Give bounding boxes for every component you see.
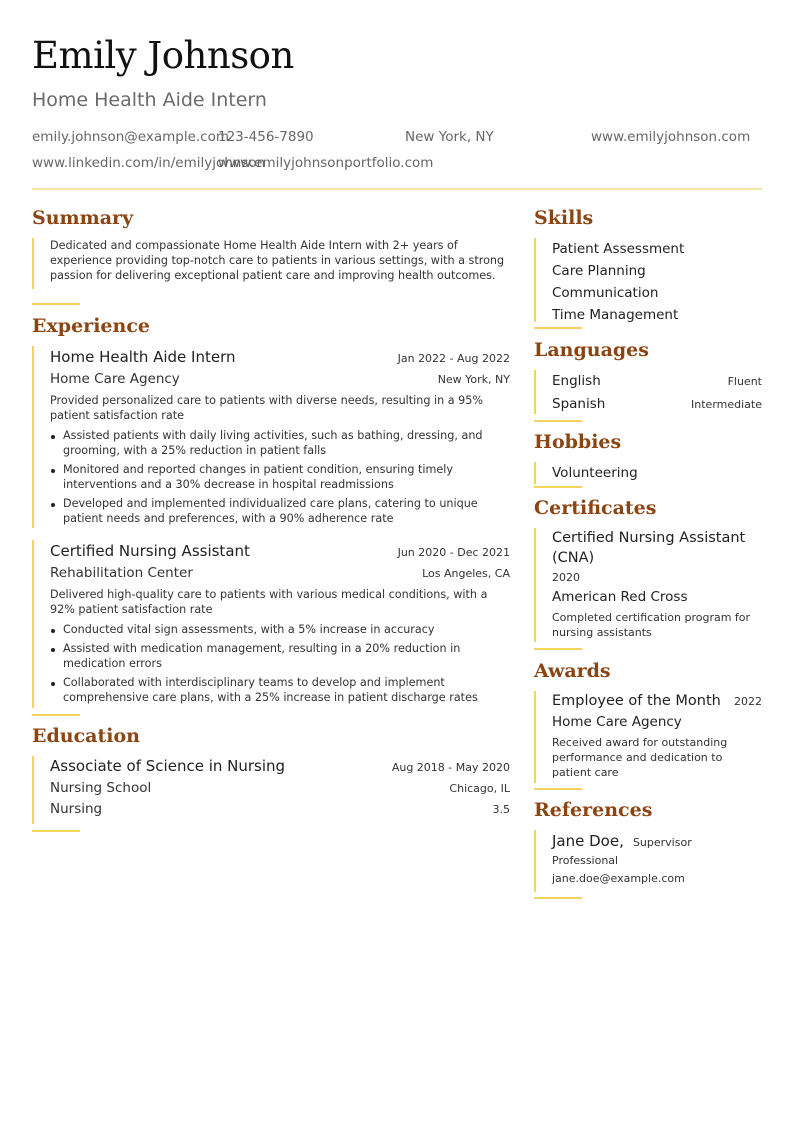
list-item: Monitored and reported changes in patient condition, ensuring timely interventions and a 30% decrease in hospital readmissions xyxy=(50,462,510,492)
candidate-role: Home Health Aide Intern xyxy=(32,89,267,111)
certificate-description: Completed certification program for nursing assistants xyxy=(552,611,751,639)
education-location: Chicago, IL xyxy=(449,782,510,795)
section-end-rule xyxy=(534,486,582,488)
skills-list xyxy=(534,238,762,322)
award-entry xyxy=(534,691,762,783)
header-divider xyxy=(32,188,762,190)
contact-location: New York, NY xyxy=(405,129,494,145)
summary-section xyxy=(32,238,510,289)
education-degree: Associate of Science in Nursing xyxy=(50,757,286,775)
education-entry xyxy=(32,756,510,824)
list-item: Developed and implemented individualized care plans, catering to unique patient needs and preferences, with a 90% adherence rate xyxy=(50,496,510,526)
skill-item: Communication xyxy=(552,285,659,301)
language-name: English xyxy=(552,373,601,389)
skill-item: Patient Assessment xyxy=(552,241,685,257)
language-row xyxy=(552,370,762,393)
award-year: 2022 xyxy=(734,695,762,708)
job-location: New York, NY xyxy=(437,373,510,386)
list-item: Assisted patients with daily living activities, such as bathing, dressing, and grooming, with a 25% reduction in patient falls xyxy=(50,428,510,458)
section-end-rule xyxy=(32,714,80,716)
reference-position: Supervisor xyxy=(632,836,692,849)
job-company: Rehabilitation Center xyxy=(50,565,193,581)
reference-type: Professional xyxy=(552,854,619,867)
candidate-name: Emily Johnson xyxy=(32,34,294,77)
experience-heading: Experience xyxy=(32,315,150,337)
certificate-year: 2020 xyxy=(552,571,580,584)
references-heading: References xyxy=(534,799,653,821)
award-description: Received award for outstanding performance and dedication to patient care xyxy=(552,736,728,779)
skill-item: Time Management xyxy=(552,307,679,323)
education-gpa: 3.5 xyxy=(492,803,510,816)
reference-entry xyxy=(534,830,762,892)
skills-heading: Skills xyxy=(534,207,594,229)
certificate-entry xyxy=(534,528,762,642)
education-dates: Aug 2018 - May 2020 xyxy=(391,761,510,774)
list-item: Collaborated with interdisciplinary teams to develop and implement comprehensive care plans, with a 25% increase in patient discharge rates xyxy=(50,675,510,705)
hobby-item: Volunteering xyxy=(552,465,638,481)
section-end-rule xyxy=(534,327,582,329)
job-title: Home Health Aide Intern xyxy=(50,348,236,366)
certificate-issuer: American Red Cross xyxy=(552,589,688,605)
certificate-name: Certified Nursing Assistant (CNA) xyxy=(552,530,746,566)
hobbies-heading: Hobbies xyxy=(534,431,622,453)
section-end-rule xyxy=(534,897,582,899)
education-heading: Education xyxy=(32,725,140,747)
skill-item: Care Planning xyxy=(552,263,646,279)
language-level: Fluent xyxy=(727,375,762,388)
contact-portfolio[interactable]: www.emilyjohnsonportfolio.com xyxy=(218,155,434,171)
hobbies-list xyxy=(534,462,762,484)
job-company: Home Care Agency xyxy=(50,371,180,387)
contact-email[interactable]: emily.johnson@example.com xyxy=(32,129,230,145)
reference-email[interactable]: jane.doe@example.com xyxy=(552,872,685,885)
job-dates: Jan 2022 - Aug 2022 xyxy=(397,352,510,365)
list-item: Conducted vital sign assessments, with a 5% increase in accuracy xyxy=(50,622,510,637)
award-org: Home Care Agency xyxy=(552,714,682,730)
job-location: Los Angeles, CA xyxy=(422,567,510,580)
languages-list xyxy=(534,370,762,414)
section-end-rule xyxy=(32,303,80,305)
job-title: Certified Nursing Assistant xyxy=(50,542,250,560)
award-name: Employee of the Month xyxy=(552,693,721,709)
section-end-rule xyxy=(534,788,582,790)
job-bullets xyxy=(50,622,510,705)
education-field: Nursing xyxy=(50,801,103,817)
education-school: Nursing School xyxy=(50,780,152,796)
experience-job-2 xyxy=(32,540,510,708)
reference-name: Jane Doe, xyxy=(552,832,624,850)
section-end-rule xyxy=(534,420,582,422)
certificates-heading: Certificates xyxy=(534,497,657,519)
awards-heading: Awards xyxy=(534,660,611,682)
summary-heading: Summary xyxy=(32,207,134,229)
contact-website[interactable]: www.emilyjohnson.com xyxy=(591,129,751,145)
language-name: Spanish xyxy=(552,396,606,412)
job-description: Provided personalized care to patients with diverse needs, resulting in a 95% patient satisfaction rate xyxy=(50,394,484,422)
job-bullets xyxy=(50,428,510,526)
job-description: Delivered high-quality care to patients with various medical conditions, with a 92% patient satisfaction rate xyxy=(50,588,488,616)
contact-linkedin[interactable]: www.linkedin.com/in/emilyjohnson xyxy=(32,155,266,171)
job-dates: Jun 2020 - Dec 2021 xyxy=(397,546,510,559)
contact-phone[interactable]: 123-456-7890 xyxy=(218,129,314,145)
language-row xyxy=(552,393,762,416)
languages-heading: Languages xyxy=(534,339,649,361)
section-end-rule xyxy=(534,648,582,650)
list-item: Assisted with medication management, resulting in a 20% reduction in medication errors xyxy=(50,641,510,671)
language-level: Intermediate xyxy=(691,398,762,411)
summary-text: Dedicated and compassionate Home Health Aide Intern with 2+ years of experience providing top-notch care to patients in various settings, with a strong passion for delivering exceptional patient care and improving health outcomes. xyxy=(50,239,505,282)
experience-job-1 xyxy=(32,346,510,528)
section-end-rule xyxy=(32,830,80,832)
